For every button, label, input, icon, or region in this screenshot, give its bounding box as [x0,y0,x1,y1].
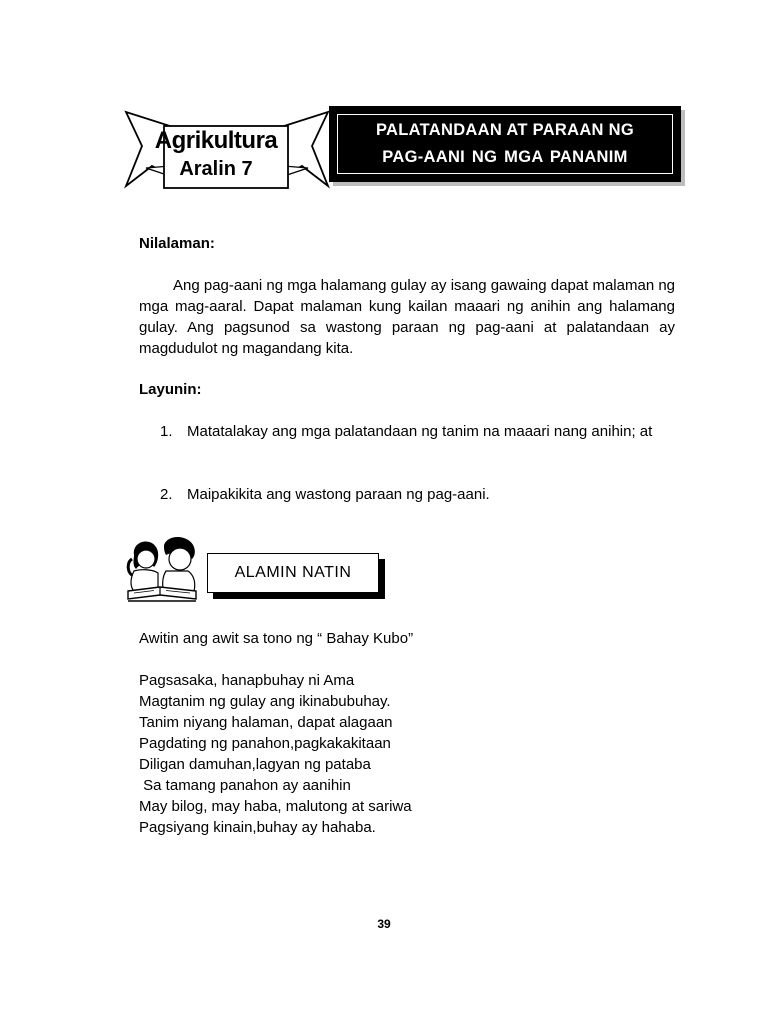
list-item-number: 2. [160,486,173,503]
list-item-text: Matatalakay ang mga palatandaan ng tanim na maaari nang anihin; at [187,423,653,440]
song-line: Tanim niyang halaman, dapat alagaan [139,714,393,731]
lesson-title-line-1: PALATANDAAN AT PARAAN NG [375,121,635,139]
nilalaman-heading: Nilalaman: [139,235,215,252]
song-line: Magtanim ng gulay ang ikinabubuhay. [139,693,391,710]
song-line: Pagsiyang kinain,buhay ay hahaba. [139,819,376,836]
page-number: 39 [377,917,391,931]
song-line: May bilog, may haba, malutong at sariwa [139,798,412,815]
song-line: Pagsasaka, hanapbuhay ni Ama [139,672,355,689]
list-item-number: 1. [160,423,173,440]
nilalaman-paragraph: Ang pag-aani ng mga halamang gulay ay isang gawaing dapat malaman ng mga mag-aaral. Dapat malaman kung kailan maaari ng anihin ang halamang gulay. Ang pagsunod sa wastong paraan ng pag-aani at palatandaan ay magdudulot ng magandang kita. [139,277,676,357]
ribbon-title: Agrikultura [154,127,278,154]
lesson-title-box [329,106,681,182]
children-reading-icon [124,533,202,603]
list-item [160,484,675,505]
song-intro: Awitin ang awit sa tono ng “ Bahay Kubo” [139,630,414,647]
lesson-title-line-2: PAG-AANI NG MGA PANANIM [382,148,628,166]
alamin-natin-label: ALAMIN NATIN [234,564,352,581]
alamin-natin-box [207,553,379,593]
list-item-text: Maipakikita ang wastong paraan ng pag-aani. [187,486,490,503]
ribbon-subtitle: Aralin 7 [179,158,253,180]
layunin-heading: Layunin: [139,381,202,398]
list-item [160,421,675,463]
song-line: Diligan damuhan,lagyan ng pataba [139,756,371,773]
song-line: Pagdating ng panahon,pagkakakitaan [139,735,391,752]
song-line: Sa tamang panahon ay aanihin [139,777,351,794]
